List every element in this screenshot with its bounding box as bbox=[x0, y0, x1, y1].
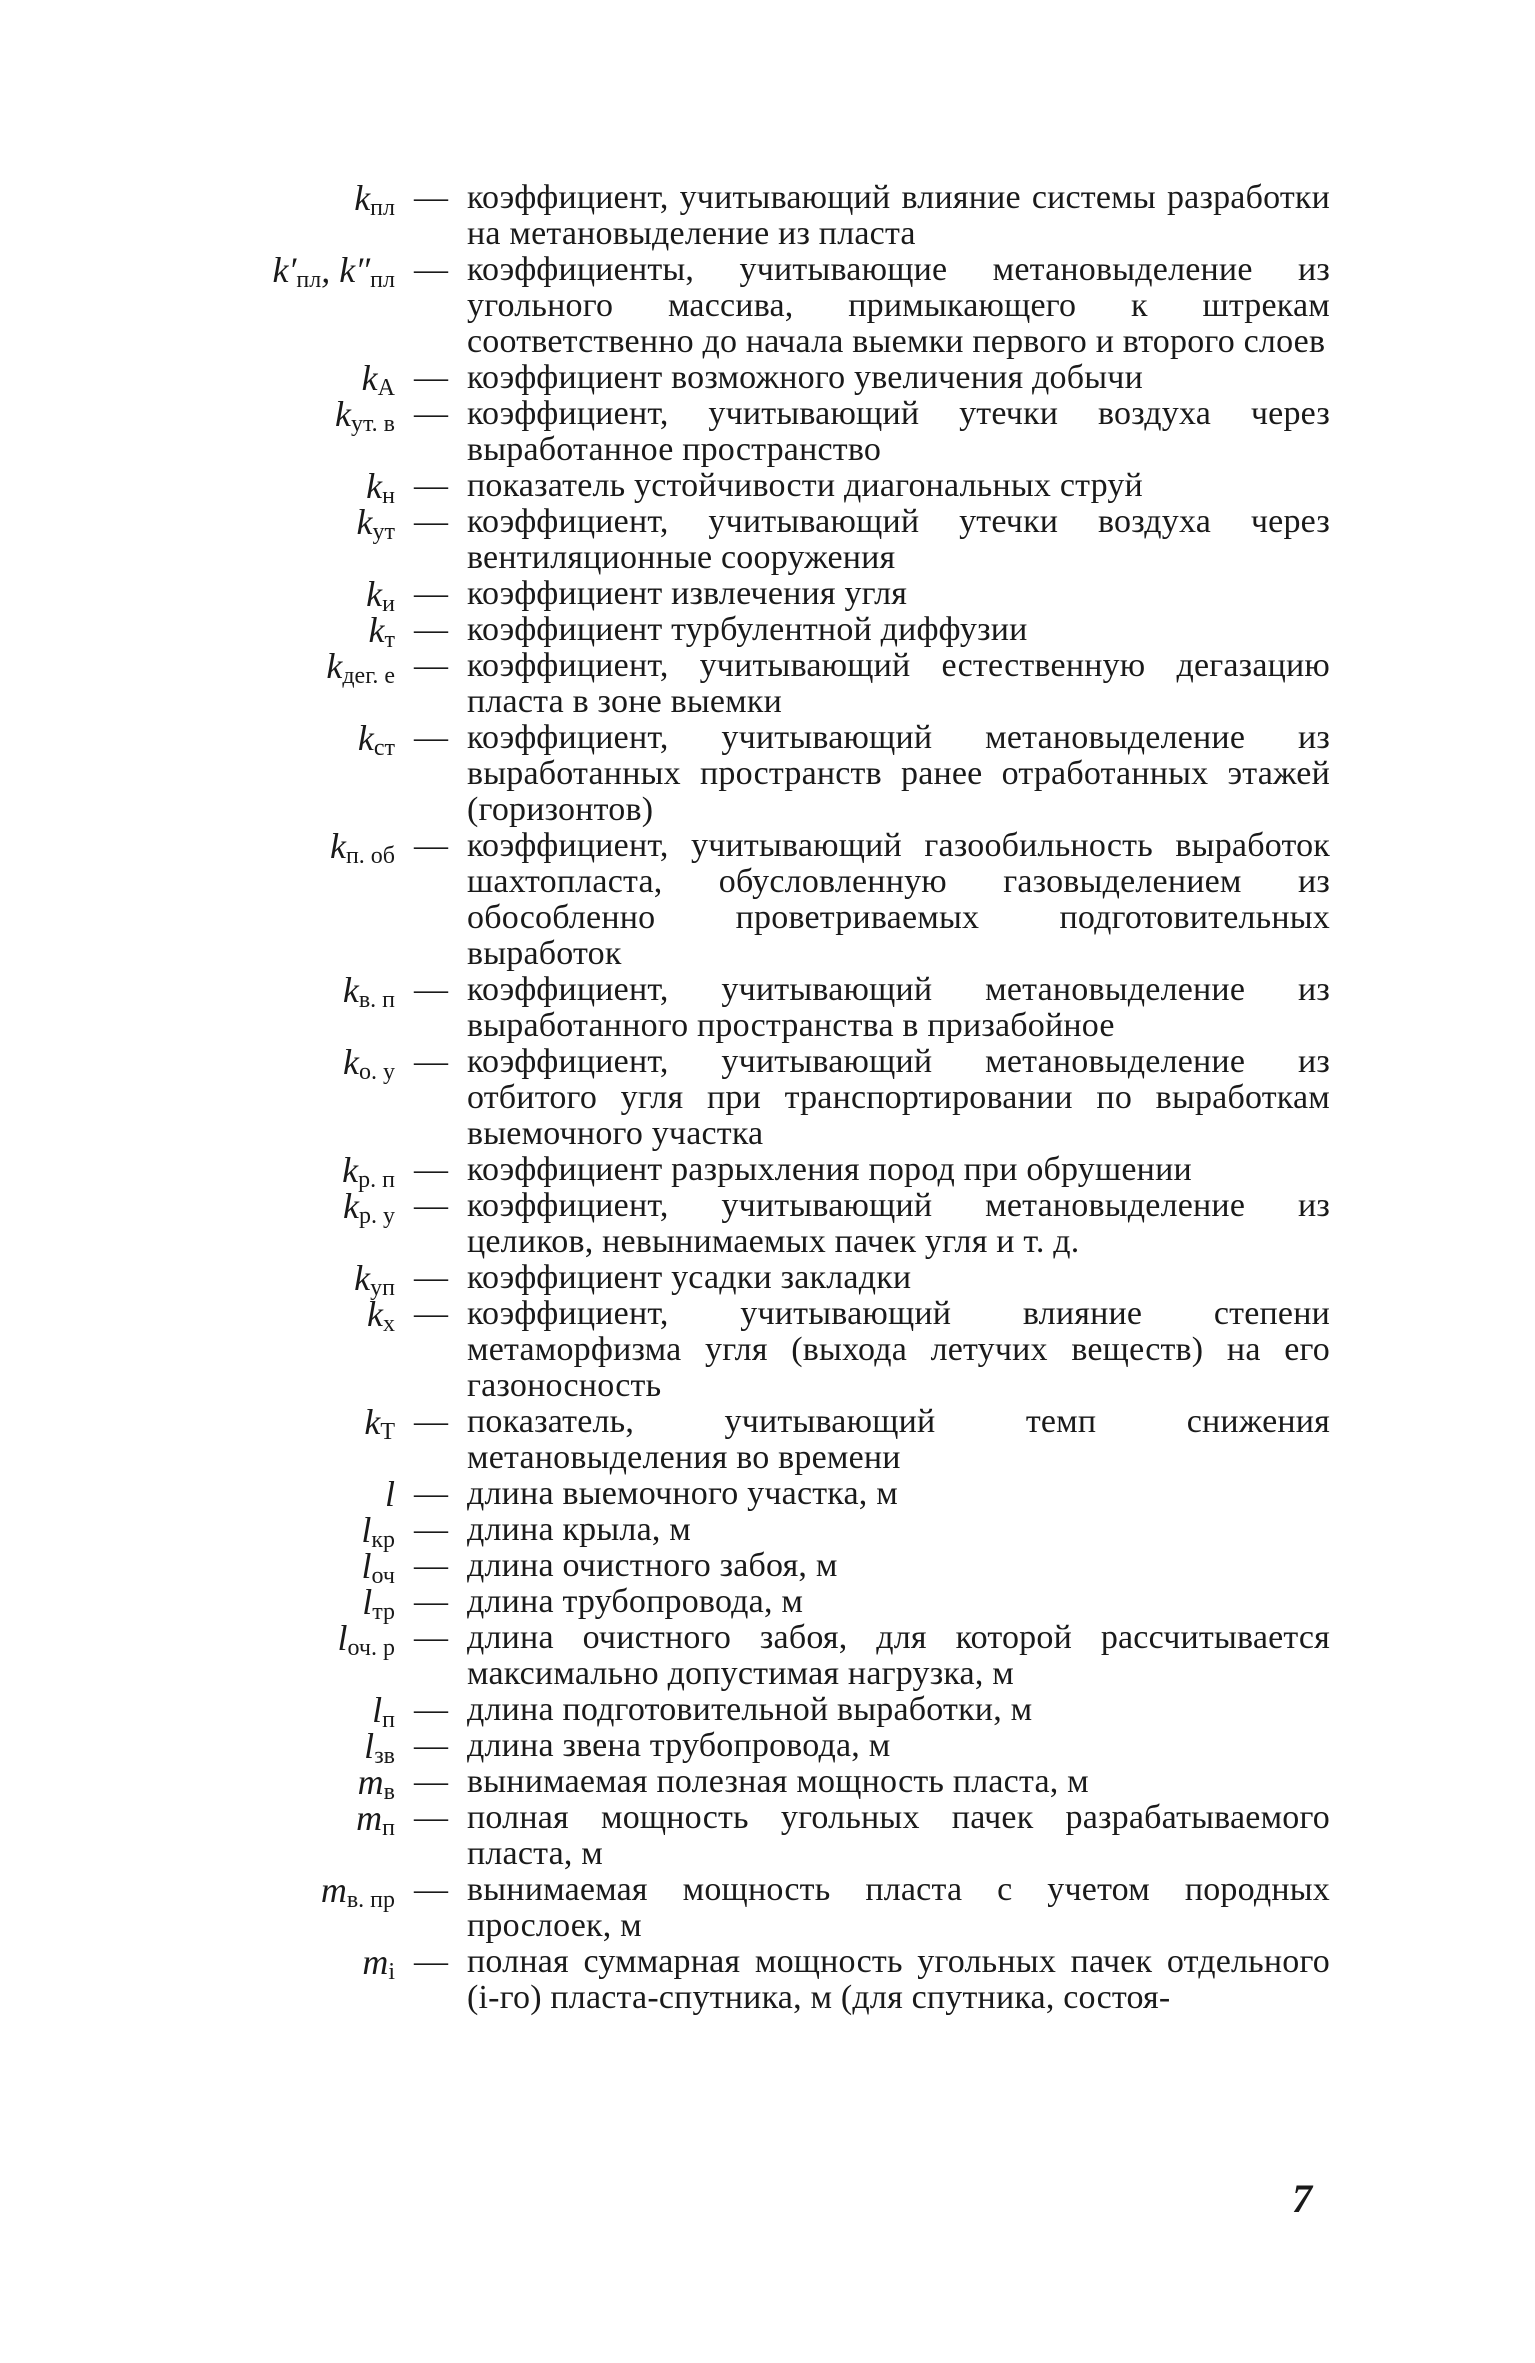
symbol-subscript: T bbox=[380, 1419, 395, 1445]
glossary-entry bbox=[150, 1150, 1330, 1193]
symbol-subscript: п bbox=[382, 1707, 395, 1733]
dash: — bbox=[414, 1295, 448, 1332]
symbol bbox=[150, 1150, 395, 1193]
dash: — bbox=[414, 971, 448, 1008]
symbol bbox=[150, 1798, 395, 1841]
definition: длина очистного забоя, для которой рассчитывается максимально допустимая нагрузка, м bbox=[467, 1619, 1330, 1692]
symbol-subscript: в. п bbox=[358, 987, 395, 1013]
symbol-base: k bbox=[366, 466, 383, 506]
definition: длина выемочного участка, м bbox=[467, 1475, 898, 1512]
symbol-base: k bbox=[343, 1186, 359, 1226]
symbol-base: l bbox=[364, 1726, 375, 1766]
symbol-base: m bbox=[357, 1762, 384, 1802]
symbol-subscript: п bbox=[382, 1815, 395, 1841]
symbol-base: m bbox=[320, 1870, 347, 1910]
glossary-entry bbox=[150, 358, 1330, 401]
dash: — bbox=[414, 1043, 448, 1080]
dash: — bbox=[414, 1763, 448, 1800]
dash: — bbox=[414, 1547, 448, 1584]
definition: длина трубопровода, м bbox=[467, 1583, 804, 1620]
definition: длина крыла, м bbox=[467, 1511, 691, 1548]
glossary-entry bbox=[150, 720, 1330, 828]
glossary-entry bbox=[150, 1582, 1330, 1625]
definition: вынимаемая полезная мощность пласта, м bbox=[467, 1763, 1089, 1800]
symbol-base: k bbox=[343, 1042, 359, 1082]
glossary-entry bbox=[150, 466, 1330, 509]
symbol-subscript: зв bbox=[374, 1743, 395, 1769]
dash: — bbox=[414, 575, 448, 612]
symbol bbox=[150, 1186, 395, 1229]
dash: — bbox=[414, 1799, 448, 1836]
symbol-base: l bbox=[384, 1474, 395, 1514]
symbol-base: l bbox=[372, 1690, 383, 1730]
page-number: 7 bbox=[1292, 2176, 1312, 2221]
definition: коэффициент, учитывающий естественную дегазацию пласта в зоне выемки bbox=[467, 647, 1330, 720]
definition: коэффициент усадки закладки bbox=[467, 1259, 912, 1296]
symbol bbox=[150, 466, 395, 509]
glossary-entry bbox=[150, 828, 1330, 972]
glossary-entry bbox=[150, 1762, 1330, 1805]
glossary-entry bbox=[150, 1476, 1330, 1512]
symbol bbox=[150, 1546, 395, 1589]
symbol bbox=[150, 1294, 395, 1337]
glossary-entry bbox=[150, 610, 1330, 653]
definition: коэффициент, учитывающий влияние системы разработки на метановыделение из пласта bbox=[467, 179, 1330, 252]
symbol: $k'_{пл}$, $k''_{пл}$ bbox=[272, 250, 395, 293]
definition: коэффициент, учитывающий метановыделение из целиков, невынимаемых пачек угля и т. д. bbox=[467, 1187, 1330, 1260]
symbol-subscript: в. пр bbox=[346, 1887, 395, 1913]
dash: — bbox=[414, 503, 448, 540]
glossary-entry bbox=[150, 1258, 1330, 1301]
glossary-entry bbox=[150, 1510, 1330, 1553]
dash: — bbox=[414, 827, 448, 864]
symbol-base: k bbox=[329, 826, 346, 866]
definition: коэффициент, учитывающий влияние степени метаморфизма угля (выхода летучих веществ) на его газоносность bbox=[467, 1295, 1330, 1404]
symbol-subscript: ут bbox=[372, 519, 395, 545]
dash: — bbox=[414, 1187, 448, 1224]
symbol-base: k′ bbox=[272, 250, 297, 290]
definition: коэффициент разрыхления пород при обрушении bbox=[467, 1151, 1192, 1188]
symbol-subscript: i bbox=[388, 1959, 395, 1985]
dash: — bbox=[414, 719, 448, 756]
definition: коэффициент турбулентной диффузии bbox=[467, 611, 1028, 648]
symbol-base: k bbox=[368, 610, 385, 650]
glossary-entry bbox=[150, 180, 1330, 252]
symbol bbox=[150, 1618, 395, 1661]
glossary-entry bbox=[150, 1296, 1330, 1404]
definition: коэффициент возможного увеличения добычи bbox=[467, 359, 1143, 396]
symbol bbox=[150, 970, 395, 1013]
symbol-base: k bbox=[342, 970, 359, 1010]
dash: — bbox=[414, 647, 448, 684]
definition: коэффициент, учитывающий утечки воздуха через вентиляционные сооружения bbox=[467, 503, 1330, 576]
definition: полная суммарная мощность угольных пачек отдельного (i-го) пласта-спутника, м (для спутника, состоя- bbox=[467, 1943, 1330, 2016]
symbol-base: k bbox=[354, 178, 371, 218]
dash: — bbox=[414, 359, 448, 396]
definition: длина звена трубопровода, м bbox=[467, 1727, 891, 1764]
definition: коэффициент, учитывающий метановыделение из выработанного пространства в призабойное bbox=[467, 971, 1330, 1044]
symbol-subscript: кр bbox=[371, 1527, 395, 1553]
symbol-base: l bbox=[361, 1510, 372, 1550]
glossary-entry bbox=[150, 504, 1330, 576]
symbol-base: l bbox=[361, 1546, 372, 1586]
symbol-subscript: р. у bbox=[359, 1203, 395, 1229]
dash: — bbox=[414, 1511, 448, 1548]
symbol bbox=[150, 1510, 395, 1553]
symbol bbox=[150, 1476, 395, 1512]
definition: показатель, учитывающий темп снижения метановыделения во времени bbox=[467, 1403, 1330, 1476]
definition: коэффициент, учитывающий газообильность выработок шахтопласта, обусловленную газовыделением из обособленно проветриваемых подготовительных выработок bbox=[467, 827, 1330, 972]
glossary-entry bbox=[150, 1800, 1330, 1872]
symbol-base: l bbox=[337, 1618, 348, 1658]
glossary-entry bbox=[150, 1690, 1330, 1733]
symbol-subscript: н bbox=[382, 483, 395, 509]
symbol bbox=[150, 610, 395, 653]
symbol-base: k bbox=[354, 1258, 371, 1298]
dash: — bbox=[414, 395, 448, 432]
symbol-subscript: и bbox=[382, 591, 395, 617]
definition: коэффициент, учитывающий метановыделение из выработанных пространств ранее отработанных этажей (горизонтов) bbox=[467, 719, 1330, 828]
symbol-base: k bbox=[342, 1150, 359, 1190]
glossary-entry bbox=[150, 648, 1330, 720]
symbol-subscript: ут. в bbox=[350, 411, 395, 437]
symbol-subscript: x bbox=[383, 1311, 395, 1337]
symbol bbox=[150, 1942, 395, 1985]
glossary-entry bbox=[150, 1620, 1330, 1692]
dash: — bbox=[414, 1727, 448, 1764]
definition: коэффициент извлечения угля bbox=[467, 575, 908, 612]
symbol-base: m bbox=[362, 1942, 389, 1982]
glossary-entry bbox=[150, 252, 1330, 360]
dash: — bbox=[414, 1943, 448, 1980]
symbol-subscript: A bbox=[377, 375, 395, 401]
symbol-subscript: пл bbox=[296, 267, 322, 293]
glossary-entry bbox=[150, 396, 1330, 468]
symbol-base: k bbox=[367, 1294, 383, 1334]
symbol-base: k bbox=[356, 502, 373, 542]
definition: длина очистного забоя, м bbox=[467, 1547, 838, 1584]
dash: — bbox=[414, 1259, 448, 1296]
definition: коэффициент, учитывающий утечки воздуха через выработанное пространство bbox=[467, 395, 1330, 468]
symbol-base: k″ bbox=[339, 250, 371, 290]
glossary-entry bbox=[150, 1872, 1330, 1944]
glossary-entry bbox=[150, 1404, 1330, 1476]
symbol-base: l bbox=[362, 1582, 373, 1622]
symbol-base: m bbox=[356, 1798, 383, 1838]
glossary-entry bbox=[150, 1726, 1330, 1769]
symbol bbox=[150, 1870, 395, 1913]
dash: — bbox=[414, 1475, 448, 1512]
symbol-base: k bbox=[357, 718, 374, 758]
symbol-subscript: р. п bbox=[358, 1167, 395, 1193]
definition: коэффициенты, учитывающие метановыделение из угольного массива, примыкающего к штрекам соответственно до начала выемки первого и второго слоев bbox=[467, 251, 1330, 360]
symbol-subscript: тр bbox=[372, 1599, 395, 1625]
symbol-base: k bbox=[326, 646, 343, 686]
symbol-subscript: дег. е bbox=[342, 663, 395, 689]
symbol bbox=[150, 358, 395, 401]
symbol-subscript: ст bbox=[373, 735, 395, 761]
symbol bbox=[150, 1258, 395, 1301]
dash: — bbox=[414, 467, 448, 504]
symbol-subscript: оч bbox=[371, 1563, 395, 1589]
glossary-entry bbox=[150, 972, 1330, 1044]
symbol bbox=[150, 502, 395, 545]
dash: — bbox=[414, 1619, 448, 1656]
dash: — bbox=[414, 1871, 448, 1908]
symbol-base: k bbox=[335, 394, 351, 434]
dash: — bbox=[414, 251, 448, 288]
symbol-subscript: п. об bbox=[345, 843, 395, 869]
dash: — bbox=[414, 1403, 448, 1440]
symbol-subscript: пл bbox=[370, 267, 395, 293]
symbol-base: k bbox=[364, 1402, 381, 1442]
symbol-subscript: пл bbox=[370, 195, 395, 221]
dash: — bbox=[414, 1583, 448, 1620]
symbol bbox=[150, 1582, 395, 1625]
dash: — bbox=[414, 179, 448, 216]
glossary-entry bbox=[150, 1546, 1330, 1589]
dash: — bbox=[414, 1151, 448, 1188]
symbol-base: k bbox=[366, 574, 383, 614]
symbol-subscript: т bbox=[384, 627, 395, 653]
glossary-entry bbox=[150, 574, 1330, 617]
dash: — bbox=[414, 611, 448, 648]
symbol bbox=[150, 1402, 395, 1445]
definition: вынимаемая мощность пласта с учетом породных прослоек, м bbox=[467, 1871, 1330, 1944]
symbol bbox=[150, 178, 395, 221]
symbol bbox=[150, 394, 395, 437]
glossary-entry bbox=[150, 1188, 1330, 1260]
symbol bbox=[150, 646, 395, 689]
symbol bbox=[150, 826, 395, 869]
definition: длина подготовительной выработки, м bbox=[467, 1691, 1033, 1728]
glossary-entry bbox=[150, 1944, 1330, 2016]
symbol-subscript: о. у bbox=[359, 1059, 395, 1085]
definition: показатель устойчивости диагональных струй bbox=[467, 467, 1143, 504]
glossary-entry bbox=[150, 1044, 1330, 1152]
symbol-subscript: уп bbox=[370, 1275, 395, 1301]
symbol bbox=[150, 1042, 395, 1085]
definition: полная мощность угольных пачек разрабатываемого пласта, м bbox=[467, 1799, 1330, 1872]
symbol bbox=[150, 1762, 395, 1805]
symbol-base: k bbox=[361, 358, 378, 398]
symbol-glossary bbox=[150, 180, 1330, 2016]
symbol bbox=[150, 574, 395, 617]
dash: — bbox=[414, 1691, 448, 1728]
symbol-subscript: оч. р bbox=[347, 1635, 395, 1661]
definition: коэффициент, учитывающий метановыделение из отбитого угля при транспортировании по выработкам выемочного участка bbox=[467, 1043, 1330, 1152]
symbol bbox=[150, 718, 395, 761]
symbol bbox=[150, 1690, 395, 1733]
symbol bbox=[150, 1726, 395, 1769]
symbol-subscript: в bbox=[383, 1779, 395, 1805]
